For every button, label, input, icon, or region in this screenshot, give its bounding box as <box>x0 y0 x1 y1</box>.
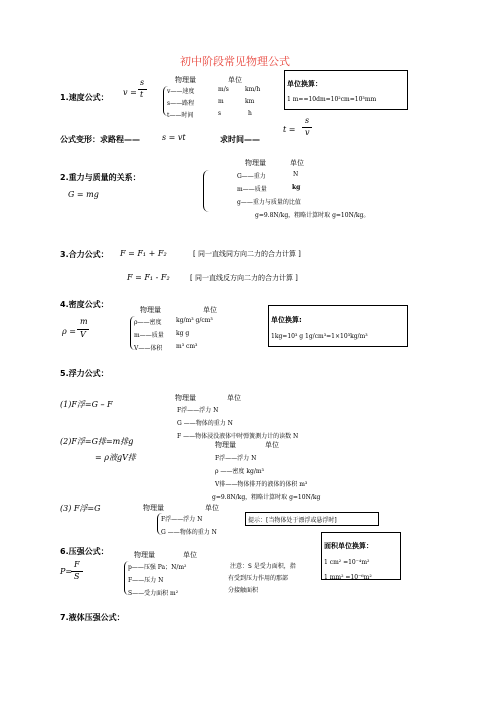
speed-formula-lhs: v = <box>123 88 137 97</box>
brace <box>203 170 209 212</box>
density-row-v: V——体积 <box>134 345 163 352</box>
speed-row-v-u1: m/s <box>218 86 229 93</box>
unit-box-title: 单位换算： <box>287 80 322 88</box>
col-qty-label: 物理量 <box>175 394 196 402</box>
buoyancy-formula-2a: (2)F浮=G排=m排g <box>60 437 134 446</box>
resultant-note-2: [ 同一直线反方向二力的合力计算 ] <box>190 274 298 282</box>
buoyancy-2-note: g=9.8N/kg，粗略计算时取 g=10N/kg <box>212 494 321 501</box>
col-unit-label: 单位 <box>290 159 304 167</box>
time-formula-lhs: t = <box>283 125 296 134</box>
pressure-note-1: 注意：S 是受力面积，指 <box>230 563 296 570</box>
gravity-row-m: m——质量 <box>237 186 267 193</box>
col-qty-label: 物理量 <box>140 306 161 314</box>
section-5-heading: 5.浮力公式： <box>60 369 109 378</box>
density-formula-den: V <box>80 330 86 339</box>
pressure-formula-lhs: P= <box>60 567 73 576</box>
area-box-title: 面积单位换算： <box>324 542 373 550</box>
speed-row-s: s——路程 <box>167 100 195 107</box>
density-row-rho: ρ——密度 <box>134 319 162 326</box>
time-formula-num: s <box>305 116 310 125</box>
pressure-formula-num: F <box>74 560 80 569</box>
section-3-heading: 3.合力公式： <box>60 250 109 259</box>
speed-row-t-u1: s <box>218 110 222 117</box>
density-unit-box <box>268 305 408 347</box>
area-box-line-2: 1 mm² =10⁻⁶m² <box>324 574 372 580</box>
density-row-m-unit: kg g <box>176 330 190 337</box>
col-unit-label: 单位 <box>205 504 219 512</box>
pressure-row-s: S——受力面积 m² <box>128 590 179 597</box>
density-row-rho-unit: kg/m³ g/cm³ <box>176 317 213 324</box>
density-formula-num: m <box>80 317 88 326</box>
section-4-heading: 4.密度公式： <box>60 300 109 309</box>
unit-box-line: 1 m==10dm=10²cm=10³mm <box>287 96 377 103</box>
resultant-note-1: [ 同一直线同方向二力的合力计算 ] <box>193 250 301 258</box>
buoyancy-formula-2b: = ρ液gV排 <box>95 453 136 462</box>
pressure-note-2: 有受到压力作用的那部 <box>228 575 289 582</box>
buoyancy-formula-1: (1)F浮=G – F <box>60 400 113 409</box>
buoyancy-2-row-rho: ρ ——密度 kg/m³ <box>215 468 264 475</box>
gravity-row-g-unit: N <box>293 171 299 178</box>
deform-formula: s = vt <box>162 133 186 142</box>
density-row-m: m——质量 <box>134 332 164 339</box>
time-formula-den: v <box>305 128 310 137</box>
pressure-row-p: p——压强 Pa；N/m² <box>128 564 187 571</box>
section-7-heading: 7.液体压强公式： <box>60 613 125 622</box>
gravity-formula: G = mg <box>68 190 99 199</box>
gravity-row-g: G——重力 <box>237 173 266 180</box>
density-box-line: 1kg=10³ g 1g/cm³=1×10³kg/m³ <box>271 333 368 340</box>
gravity-row-m-unit: kg <box>292 184 301 191</box>
col-qty-label: 物理量 <box>143 504 164 512</box>
col-qty-label: 物理量 <box>175 76 196 84</box>
area-box-line-1: 1 cm² =10⁻⁴m² <box>324 559 370 566</box>
col-unit-label: 单位 <box>227 394 241 402</box>
speed-row-s-u2: km <box>245 98 255 105</box>
density-box-title: 单位换算: <box>271 316 302 324</box>
buoyancy-2-row-v: V排——物体排开的液体的体积 m³ <box>215 481 308 488</box>
col-qty-label: 物理量 <box>245 159 266 167</box>
pressure-formula-den: S <box>74 572 80 581</box>
gravity-row-ratio: g——重力与质量的比值 <box>237 199 301 206</box>
buoyancy-1-row-f: F浮——浮力 N <box>177 407 219 414</box>
buoyancy-1-row-reading: F ——物体浸没液体中时弹簧测力计的读数 N <box>177 433 299 440</box>
buoyancy-3-row-f: F浮——浮力 N <box>161 516 203 523</box>
speed-row-v-u2: km/h <box>245 86 261 93</box>
col-unit-label: 单位 <box>228 76 242 84</box>
tip-box <box>245 512 379 526</box>
buoyancy-3-row-g: G ——物体的重力 N <box>161 529 217 536</box>
area-unit-box <box>321 532 401 580</box>
buoyancy-1-row-g: G ——物体的重力 N <box>177 420 233 427</box>
buoyancy-2-row-f: F浮——浮力 N <box>215 455 257 462</box>
section-6-heading: 6.压强公式： <box>60 547 109 556</box>
density-row-v-unit: m³ cm³ <box>176 343 198 350</box>
col-qty-label: 物理量 <box>215 441 236 449</box>
gravity-note: g=9.8N/kg，粗略计算时取 g=10N/kg。 <box>255 212 370 219</box>
section-2-heading: 2.重力与质量的关系： <box>60 173 141 182</box>
tip-text: 提示：[当物体处于漂浮或悬浮时] <box>248 517 337 524</box>
page-title: 初中阶段常见物理公式 <box>180 55 290 68</box>
speed-row-t-u2: h <box>248 110 252 117</box>
resultant-formula-1: F = F₁ + F₂ <box>120 249 167 258</box>
speed-formula-num: s <box>140 78 145 87</box>
buoyancy-formula-3: (3) F浮=G <box>60 504 101 513</box>
speed-row-s-u1: m <box>218 98 224 105</box>
unit-conversion-box <box>284 70 408 110</box>
speed-formula-den: t <box>140 90 144 99</box>
col-qty-label: 物理量 <box>134 551 155 559</box>
time-label: 求时间—— <box>220 135 260 144</box>
section-1-heading: 1.速度公式： <box>60 93 109 102</box>
col-unit-label: 单位 <box>203 306 217 314</box>
deform-label: 公式变形：求路程—— <box>60 135 140 144</box>
pressure-note-3: 分接触面积 <box>228 587 259 594</box>
col-unit-label: 单位 <box>183 551 197 559</box>
resultant-formula-2: F = F₁ - F₂ <box>127 273 170 282</box>
pressure-row-f: F——压力 N <box>128 577 164 584</box>
density-formula-lhs: ρ = <box>62 327 76 336</box>
speed-row-t: t——时间 <box>167 112 194 119</box>
col-unit-label: 单位 <box>265 441 279 449</box>
speed-row-v: v——速度 <box>167 88 195 95</box>
